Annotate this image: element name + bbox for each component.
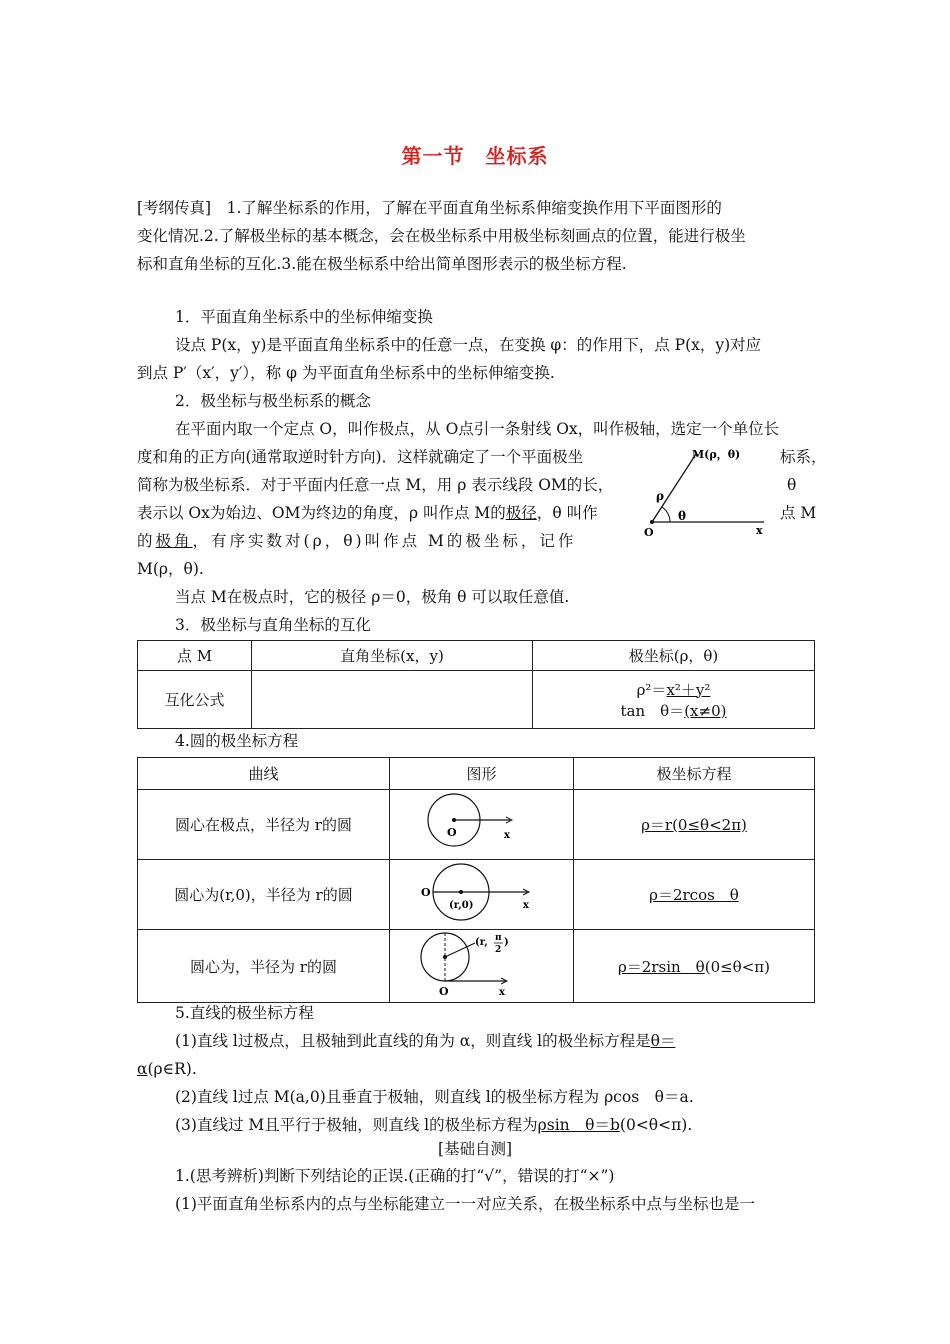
polar-angle-term: 极角 — [155, 532, 193, 550]
line-5-text-a: 的 — [137, 532, 156, 550]
section-5-line-1 — [175, 1031, 815, 1051]
equation-cell — [574, 790, 815, 860]
equation-text: ρ＝r(0≤θ<2π) — [641, 816, 747, 834]
pole-dot — [650, 520, 654, 524]
equation-text: ρ＝2rcos θ — [649, 886, 739, 904]
section-2-line-2-right: 标系， — [780, 448, 827, 466]
figure-cell — [390, 860, 574, 930]
table-header-equation: 极坐标方程 — [574, 758, 815, 790]
section-5-line-3: (2)直线 l过点 M(a,0)且垂直于极轴，则直线 l的极坐标方程为 ρcos θ＝a. — [175, 1088, 694, 1106]
center-label: (r,0) — [448, 899, 473, 911]
table-cartesian-cell — [252, 671, 533, 729]
table-formula-cell — [533, 671, 815, 729]
polar-radius-term: 极径 — [505, 504, 537, 522]
pole-o-label: O — [644, 526, 654, 539]
section-2-line-4-right: 点 M — [780, 504, 817, 522]
formula-1-lhs: ρ²＝ — [636, 680, 667, 699]
circle-above-pole-figure — [417, 931, 547, 997]
table-header-cartesian: 直角坐标(x，y) — [252, 641, 533, 671]
pole-o-label: O — [438, 985, 449, 997]
line-text: (3)直线过 M且平行于极轴，则直线 l的极坐标方程为 — [175, 1116, 538, 1134]
syllabus-line-2: 变化情况.2.了解极坐标的基本概念，会在极坐标系中用极坐标刻画点的位置，能进行极坐 — [137, 227, 746, 245]
formula-2-lhs: tan θ＝ — [620, 701, 685, 720]
pole-o-label: O — [446, 825, 457, 839]
table-header-curve: 曲线 — [138, 758, 390, 790]
section-2-line-3-right: θ — [787, 476, 797, 494]
section-5-heading: 5.直线的极坐标方程 — [175, 1004, 314, 1022]
line-4-text-a: 表示以 Ox为始边、OM为终边的角度，ρ 叫作点 M的 — [137, 504, 506, 522]
figure-cell — [390, 930, 574, 1003]
circle-through-pole-figure — [417, 862, 547, 924]
om-segment — [652, 454, 696, 522]
section-3-heading: 3．极坐标与直角坐标的互化 — [175, 616, 371, 634]
center-label-left: (r, — [474, 937, 488, 948]
table-row-label: 互化公式 — [138, 671, 252, 729]
curve-cell: 圆心为，半径为 r的圆 — [138, 930, 390, 1003]
x-axis-label: x — [503, 829, 510, 841]
section-5-line-2 — [137, 1059, 817, 1079]
answer-text: ρsin θ＝b — [537, 1116, 620, 1134]
circle-equation-table — [137, 757, 815, 1003]
line-text: (1)直线 l过极点，且极轴到此直线的角为 α，则直线 l的极坐标方程是 — [175, 1032, 651, 1050]
self-test-heading: [基础自测] — [437, 1140, 513, 1158]
x-axis-label: x — [756, 524, 763, 537]
curve-cell: 圆心为(r,0)，半径为 r的圆 — [138, 860, 390, 930]
equation-cell — [574, 930, 815, 1003]
equation-text: ρ＝2rsin θ — [617, 957, 705, 976]
polar-coordinate-figure — [640, 440, 780, 540]
table-row — [138, 930, 815, 1003]
angle-arc — [662, 507, 670, 522]
syllabus-line-1: [考纲传真] 1.了解坐标系的作用，了解在平面直角坐标系伸缩变换作用下平面图形的 — [137, 199, 722, 217]
section-2-line-4 — [137, 503, 637, 523]
syllabus-line-3: 标和直角坐标的互化.3.能在极坐标系中给出简单图形表示的极坐标方程. — [137, 255, 627, 273]
section-5-line-4 — [175, 1115, 815, 1135]
point-m-label: M(ρ，θ) — [692, 448, 741, 461]
equation-range: (0≤θ<π) — [704, 957, 770, 976]
formula-2 — [534, 700, 813, 721]
answer-text: α — [137, 1060, 148, 1078]
page-title: 第一节 坐标系 — [401, 144, 549, 168]
line-5-text-b: ，有序实数对(ρ，θ)叫作点 M的极坐标，记作 — [192, 532, 577, 550]
line-4-text-b: ，θ 叫作 — [536, 504, 598, 522]
rho-label: ρ — [656, 489, 664, 503]
table-row — [138, 860, 815, 930]
section-1-line-2: 到点 P′（x′，y′），称 φ 为平面直角坐标系中的坐标伸缩变换. — [137, 364, 555, 382]
x-axis-label: x — [522, 899, 529, 911]
section-4-heading: 4.圆的极坐标方程 — [175, 732, 299, 750]
answer-text: θ＝ — [650, 1032, 676, 1050]
table-header-polar: 极坐标(ρ，θ) — [533, 641, 815, 671]
formula-1 — [534, 679, 813, 700]
section-2-line-1: 在平面内取一个定点 O，叫作极点，从 O点引一条射线 Ox，叫作极轴，选定一个单位长 — [175, 420, 780, 438]
table-row — [138, 790, 815, 860]
theta-label: θ — [678, 509, 687, 523]
line-text: (ρ∈R). — [147, 1060, 197, 1078]
formula-2-rhs: (x≠0) — [684, 701, 727, 720]
pi-numerator: π — [494, 933, 502, 943]
pole-o-label: O — [420, 885, 431, 899]
section-2-heading: 2．极坐标与极坐标系的概念 — [175, 392, 371, 410]
section-2-line-5 — [137, 531, 637, 551]
formula-1-rhs: x²＋y² — [666, 680, 711, 699]
circle-at-pole-figure — [422, 792, 542, 854]
section-1-heading: 1．平面直角坐标系中的坐标伸缩变换 — [175, 308, 433, 326]
table-header-point: 点 M — [138, 641, 252, 671]
radius-line — [445, 943, 475, 957]
section-2-line-3: 简称为极坐标系．对于平面内任意一点 M，用 ρ 表示线段 OM的长， — [137, 476, 614, 494]
figure-cell — [390, 790, 574, 860]
self-test-line-1: 1.(思考辨析)判断下列结论的正误.(正确的打“√”，错误的打“×”) — [175, 1167, 615, 1185]
pi-denominator: 2 — [494, 945, 501, 955]
section-2-line-7: 当点 M在极点时，它的极径 ρ＝0，极角 θ 可以取任意值. — [175, 588, 570, 606]
section-2-line-6: M(ρ，θ). — [137, 560, 204, 578]
self-test-line-2: (1)平面直角坐标系内的点与坐标能建立一一对应关系，在极坐标系中点与坐标也是一 — [175, 1195, 755, 1213]
line-text: (0<θ<π). — [619, 1116, 693, 1134]
curve-cell: 圆心在极点，半径为 r的圆 — [138, 790, 390, 860]
section-1-line-1: 设点 P(x，y)是平面直角坐标系中的任意一点，在变换 φ：的作用下，点 P(x，y)对应 — [175, 336, 762, 354]
equation-cell — [574, 860, 815, 930]
section-2-line-2: 度和角的正方向(通常取逆时针方向)．这样就确定了一个平面极坐 — [137, 448, 584, 466]
x-axis-label: x — [498, 987, 505, 997]
table-header-figure: 图形 — [390, 758, 574, 790]
center-label-right: ) — [503, 937, 509, 948]
conversion-table — [137, 640, 815, 729]
